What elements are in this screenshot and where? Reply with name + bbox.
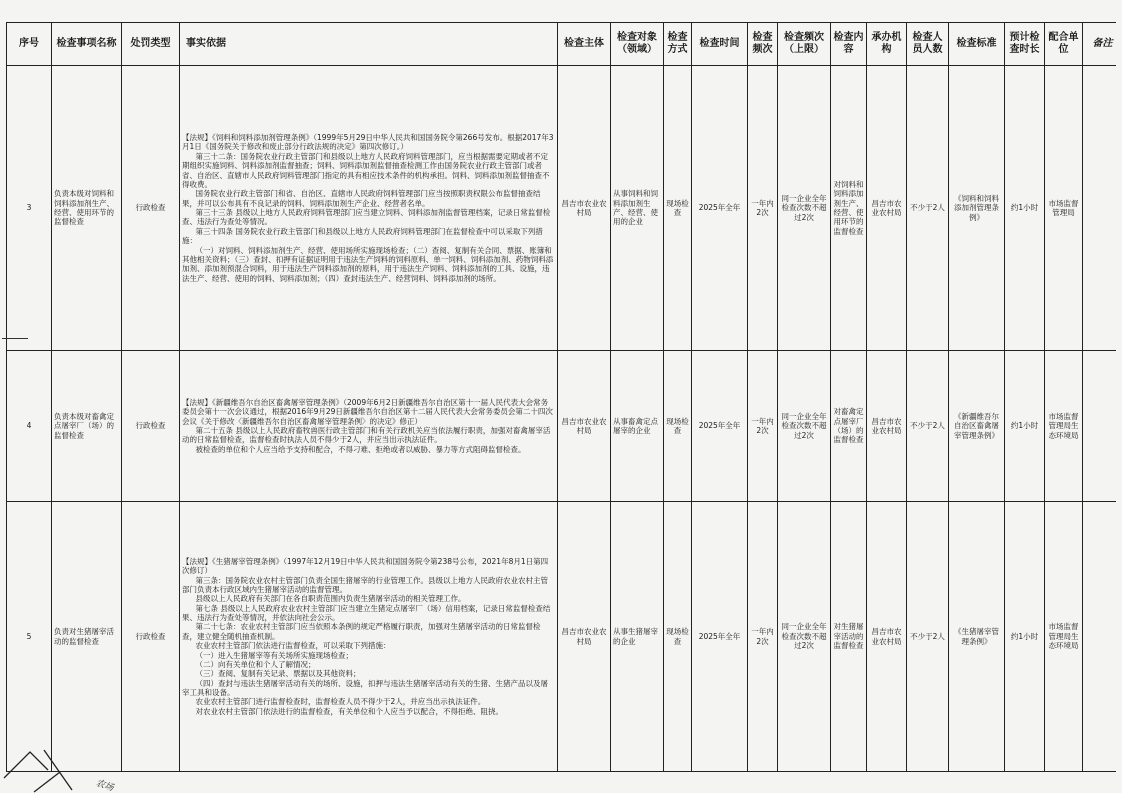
cell-subject: 昌吉市农业农村局 <box>558 66 611 351</box>
table-row <box>7 66 1122 351</box>
margin-handwriting: 农场 <box>94 778 115 793</box>
cell-time: 2025年全年 <box>692 66 748 351</box>
cell-basis <box>180 66 558 351</box>
cell-object: 从事饲料和饲料添加剂生产、经营、使用的企业 <box>611 66 664 351</box>
header-method: 检查方式 <box>664 23 692 66</box>
cell-partner: 市场监督管理局 <box>1045 66 1083 351</box>
header-basis: 事实依据 <box>180 23 558 66</box>
header-duration: 预计检查时长 <box>1005 23 1045 66</box>
basis-paragraph: 第三十二条：国务院农业行政主管部门和县级以上地方人民政府饲料管理部门，应当根据需要定期或者不定期组织实施饲料、饲料添加剂监督抽查；饲料、饲料添加剂监督抽查检测工作由国务院农业行政主管部门或者省、自治区、直辖市人民政府饲料管理部门指定的具有相应技术条件的机构承担。饲料、饲料添加剂监督抽查不得收费。 <box>182 151 550 189</box>
table-row <box>7 502 1122 772</box>
cell-item-name: 负责本级对饲料和饲料添加剂生产、经营、使用环节的监督检查 <box>52 66 122 351</box>
cell-row-no: 4 <box>7 351 52 502</box>
basis-paragraph: （四）查封与违法生猪屠宰活动有关的场所、设施，扣押与违法生猪屠宰活动有关的生猪、生猪产品以及屠宰工具和设备。 <box>182 678 548 698</box>
cell-penalty-type: 行政检查 <box>122 502 180 772</box>
basis-paragraph: （三）查阅、复制有关记录、票据以及其他资料； <box>195 669 361 679</box>
handwritten-mark-icon <box>0 740 110 793</box>
basis-paragraph: 农业农村主管部门进行监督检查时，监督检查人员不得少于2人，并应当出示执法证件。 <box>195 697 486 707</box>
basis-paragraph: 县级以上人民政府有关部门在各自职责范围内负责生猪屠宰活动的相关管理工作。 <box>195 594 466 604</box>
header-no: 序号 <box>7 23 52 66</box>
header-freq: 检查频次 <box>748 23 778 66</box>
basis-paragraph: （一）进入生猪屠宰等有关场所实施现场检查； <box>195 650 353 660</box>
cell-object: 从事畜禽定点屠宰的企业 <box>611 351 664 502</box>
header-partner: 配合单位 <box>1045 23 1083 66</box>
header-name: 检查事项名称 <box>52 23 122 66</box>
margin-tick <box>2 338 28 339</box>
basis-paragraph: 被检查的单位和个人应当给予支持和配合，不得刁难、拒绝或者以威胁、暴力等方式阻碍监督检查。 <box>195 444 526 454</box>
cell-agency: 昌吉市农业农村局 <box>867 66 907 351</box>
basis-paragraph: 国务院农业行政主管部门和省、自治区、直辖市人民政府饲料管理部门应当按照职责权限公布监督抽查结果，并可以公布具有不良记录的饲料、饲料添加剂生产企业、经营者名单。 <box>182 189 541 208</box>
basis-paragraph: （二）向有关单位和个人了解情况； <box>195 659 316 669</box>
basis-paragraph: 第三十四条 国务院农业行政主管部门和县级以上地方人民政府饲料管理部门在监督检查中可以采取下列措施： <box>182 226 543 246</box>
cell-agency: 昌吉市农业农村局 <box>867 502 907 772</box>
cell-staff: 不少于2人 <box>907 502 949 772</box>
cell-freq-max: 同一企业全年检查次数不超过2次 <box>778 502 831 772</box>
cell-content: 对饲料和饲料添加剂生产、经营、使用环节的监督检查 <box>831 66 867 351</box>
basis-paragraph: 对农业农村主管部门依法进行的监督检查，有关单位和个人应当予以配合，不得拒绝、阻挠。 <box>195 706 503 716</box>
basis-paragraph: 第二十七条：农业农村主管部门应当依照本条例的规定严格履行职责，加强对生猪屠宰活动的日常监督检查，建立健全随机抽查机制。 <box>182 622 541 641</box>
basis-paragraph: 农业农村主管部门依法进行监督检查，可以采取下列措施： <box>195 641 391 651</box>
cell-subject: 昌吉市农业农村局 <box>558 502 611 772</box>
basis-paragraph: 第三条：国务院农业农村主管部门负责全国生猪屠宰的行业管理工作。县级以上地方人民政府农业农村主管部门负责本行政区域内生猪屠宰活动的监督管理。 <box>182 575 548 594</box>
cell-standard: 《生猪屠宰管理条例》 <box>949 502 1005 772</box>
header-remark: 备注 <box>1083 23 1122 66</box>
header-content: 检查内容 <box>831 23 867 66</box>
cell-freq: 一年内2次 <box>748 502 778 772</box>
cell-row-no: 3 <box>7 66 52 351</box>
cell-partner: 市场监督管理局生态环境局 <box>1045 351 1083 502</box>
header-staff: 检查人员人数 <box>907 23 949 66</box>
cell-object: 从事生猪屠宰的企业 <box>611 502 664 772</box>
cell-staff: 不少于2人 <box>907 351 949 502</box>
header-standard: 检查标准 <box>949 23 1005 66</box>
cell-content: 对生猪屠宰活动的监督检查 <box>831 502 867 772</box>
cell-item-name: 负责对生猪屠宰活动的监督检查 <box>52 502 122 772</box>
basis-paragraph: 第二十五条 县级以上人民政府畜牧兽医行政主管部门和有关行政机关应当依法履行职责，加强对畜禽屠宰活动的日常监督检查，监督检查时执法人员不得少于2人，并应当出示执法证件。 <box>182 426 551 445</box>
cell-basis <box>180 502 558 772</box>
cell-partner: 市场监督管理局生态环境局 <box>1045 502 1083 772</box>
cell-content: 对畜禽定点屠宰厂（场）的监督检查 <box>831 351 867 502</box>
cell-freq-max: 同一企业全年检查次数不超过2次 <box>778 351 831 502</box>
cell-subject: 昌吉市农业农村局 <box>558 351 611 502</box>
cell-staff: 不少于2人 <box>907 66 949 351</box>
header-freq-max: 检查频次（上限） <box>778 23 831 66</box>
cell-time: 2025年全年 <box>692 351 748 502</box>
cell-method: 现场检查 <box>664 502 692 772</box>
basis-paragraph: 第七条 县级以上人民政府农业农村主管部门应当建立生猪定点屠宰厂（场）信用档案，记录日常监督检查结果、违法行为查处等情况，并依法向社会公示。 <box>182 603 551 623</box>
header-row <box>7 23 1122 66</box>
cell-standard: 《新疆维吾尔自治区畜禽屠宰管理条例》 <box>949 351 1005 502</box>
cell-freq-max: 同一企业全年检查次数不超过2次 <box>778 66 831 351</box>
cell-duration: 约1小时 <box>1005 66 1045 351</box>
inspection-table <box>6 22 1122 772</box>
cell-method: 现场检查 <box>664 66 692 351</box>
cell-row-no: 5 <box>7 502 52 772</box>
cell-penalty-type: 行政检查 <box>122 351 180 502</box>
cell-freq: 一年内2次 <box>748 66 778 351</box>
cell-agency: 昌吉市农业农村局 <box>867 351 907 502</box>
basis-paragraph: 【法规】《新疆维吾尔自治区畜禽屠宰管理条例》（2009年6月2日新疆维吾尔自治区第十一届人民代表大会常务委员会第十一次会议通过，根据2016年9月29日新疆维吾尔自治区第十二届人民代表大会常务委员会第二十四次会议《关于修改〈新疆维吾尔自治区畜禽屠宰管理条例〉的决定》修正） <box>182 397 553 426</box>
header-object: 检查对象（领域） <box>611 23 664 66</box>
cell-standard: 《饲料和饲料添加剂管理条例》 <box>949 66 1005 351</box>
cell-duration: 约1小时 <box>1005 351 1045 502</box>
cell-basis <box>180 351 558 502</box>
header-type: 处罚类型 <box>122 23 180 66</box>
cell-item-name: 负责本级对畜禽定点屠宰厂（场）的监督检查 <box>52 351 122 502</box>
header-subject: 检查主体 <box>558 23 611 66</box>
header-agency: 承办机构 <box>867 23 907 66</box>
basis-paragraph: 第三十三条 县级以上地方人民政府饲料管理部门应当建立饲料、饲料添加剂监督管理档案，记录日常监督检查、违法行为查处等情况。 <box>182 208 551 227</box>
header-time: 检查时间 <box>692 23 748 66</box>
table-row <box>7 351 1122 502</box>
basis-paragraph: （一）对饲料、饲料添加剂生产、经营、使用场所实施现场检查；（二）查阅、复制有关合同、票据、账簿和其他相关资料；（三）查封、扣押有证据证明用于违法生产饲料的饲料原料、单一饲料、饲料添加剂、药物饲料添加剂、添加剂预混合饲料，用于违法生产饲料添加剂的原料，用于违法生产饲料、饲料添加剂的工具、设施，违法生产、经营、使用的饲料、饲料添加剂；（四）查封违法生产、经营饲料、饲料添加剂的场所。 <box>182 245 554 283</box>
basis-paragraph: 【法规】《饲料和饲料添加剂管理条例》（1999年5月29日中华人民共和国国务院令第266号发布。根据2017年3月1日《国务院关于修改和废止部分行政法规的决定》第四次修订。） <box>182 133 554 152</box>
cell-freq: 一年内2次 <box>748 351 778 502</box>
cell-penalty-type: 行政检查 <box>122 66 180 351</box>
cell-duration: 约1小时 <box>1005 502 1045 772</box>
cell-method: 现场检查 <box>664 351 692 502</box>
page-edge <box>1116 0 1122 793</box>
basis-paragraph: 【法规】《生猪屠宰管理条例》（1997年12月19日中华人民共和国国务院令第238号公布，2021年8月1日第四次修订） <box>182 556 549 576</box>
cell-time: 2025年全年 <box>692 502 748 772</box>
